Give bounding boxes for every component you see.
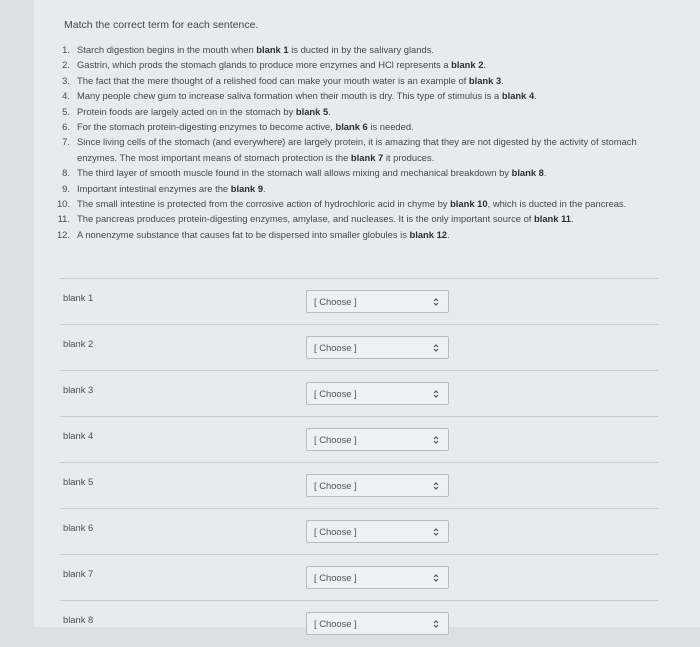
answer-label: blank 6 (63, 522, 94, 533)
blank-reference: blank 1 (256, 44, 289, 55)
answer-label: blank 1 (63, 292, 94, 303)
blank-reference: blank 7 (350, 151, 384, 163)
question-item: 5. Protein foods are largely acted on in the stomach by blank 5. (62, 105, 331, 117)
blank-reference: blank 12 (409, 228, 448, 240)
answer-label: blank 2 (63, 338, 94, 349)
blank-2-select[interactable] (306, 336, 449, 359)
answer-row-blank-5 (60, 463, 658, 509)
select-value: [ Choose ] (314, 342, 357, 353)
blank-8-select[interactable] (306, 612, 449, 635)
question-item: 11. The pancreas produces protein-digesting enzymes, amylase, and nucleases. It is the only important source of blank 11. (57, 213, 574, 225)
question-item: 8. The third layer of smooth muscle found in the stomach wall allows mixing and mechanical breakdown by blank 8. (62, 167, 547, 179)
question-item: 10. The small intestine is protected from the corrosive action of hydrochloric acid in chyme by blank 10, which is ducted in the pancreas. (56, 198, 627, 210)
answer-row-blank-8 (60, 601, 658, 647)
up-down-chevron-icon (433, 573, 439, 583)
blank-reference: blank 10 (450, 198, 488, 210)
question-item: 12. A nonenzyme substance that causes fat to be dispersed into smaller globules is blank 12. (56, 228, 450, 240)
question-item: 2. Gastrin, which prods the stomach glands to produce more enzymes and HCl represents a blank 2. (62, 59, 487, 71)
up-down-chevron-icon (433, 435, 439, 445)
up-down-chevron-icon (433, 343, 439, 353)
blank-3-select[interactable] (306, 382, 449, 405)
blank-reference: blank 8 (511, 167, 544, 179)
up-down-chevron-icon (433, 481, 439, 491)
blank-reference: blank 9 (230, 182, 264, 194)
answer-label: blank 3 (63, 384, 94, 395)
answer-label: blank 8 (63, 614, 94, 625)
question-item: 1. Starch digestion begins in the mouth when blank 1 is ducted in by the salivary glands. (62, 44, 434, 55)
up-down-chevron-icon (433, 527, 439, 537)
select-value: [ Choose ] (314, 296, 357, 307)
up-down-chevron-icon (433, 619, 439, 629)
answer-row-blank-3 (60, 371, 658, 417)
blank-5-select[interactable] (306, 474, 449, 497)
blank-6-select[interactable] (306, 520, 449, 543)
up-down-chevron-icon (433, 389, 439, 399)
select-value: [ Choose ] (314, 434, 357, 445)
question-item: 7. Since living cells of the stomach (and everywhere) are largely protein, it is amazing that they are not digested by the activity of stomach enzymes. The most important means of stomach protection is the blank 7 it produces. (62, 136, 637, 163)
blank-reference: blank 2 (451, 59, 484, 71)
answer-label: blank 7 (63, 568, 94, 579)
up-down-chevron-icon (433, 297, 439, 307)
blank-reference: blank 6 (335, 121, 368, 133)
select-value: [ Choose ] (314, 388, 357, 399)
answer-row-blank-7 (60, 555, 658, 601)
answer-row-blank-1 (60, 279, 658, 325)
select-value: [ Choose ] (314, 618, 357, 629)
answer-row-blank-4 (60, 417, 658, 463)
blank-1-select[interactable] (306, 290, 449, 313)
question-item: 6. For the stomach protein-digesting enzymes to become active, blank 6 is needed. (62, 121, 414, 133)
blank-reference: blank 5 (295, 105, 329, 117)
question-item: 4. Many people chew gum to increase saliva formation when their mouth is dry. This type of stimulus is a blank 4. (62, 90, 537, 102)
question-item: 9. Important intestinal enzymes are the blank 9. (62, 182, 266, 194)
answer-label: blank 5 (63, 476, 94, 487)
question-list (52, 42, 657, 242)
select-value: [ Choose ] (314, 572, 357, 583)
select-value: [ Choose ] (314, 480, 357, 491)
blank-reference: blank 3 (468, 74, 502, 86)
blank-4-select[interactable] (306, 428, 449, 451)
answer-row-blank-2 (60, 325, 658, 371)
question-item: 3. The fact that the mere thought of a relished food can make your mouth water is an example of blank 3. (62, 74, 504, 86)
instruction-text: Match the correct term for each sentence. (64, 19, 259, 31)
select-value: [ Choose ] (314, 526, 357, 537)
blank-7-select[interactable] (306, 566, 449, 589)
blank-reference: blank 4 (501, 90, 535, 102)
answer-label: blank 4 (63, 430, 94, 441)
blank-reference: blank 11 (534, 213, 572, 225)
answer-row-blank-6 (60, 509, 658, 555)
